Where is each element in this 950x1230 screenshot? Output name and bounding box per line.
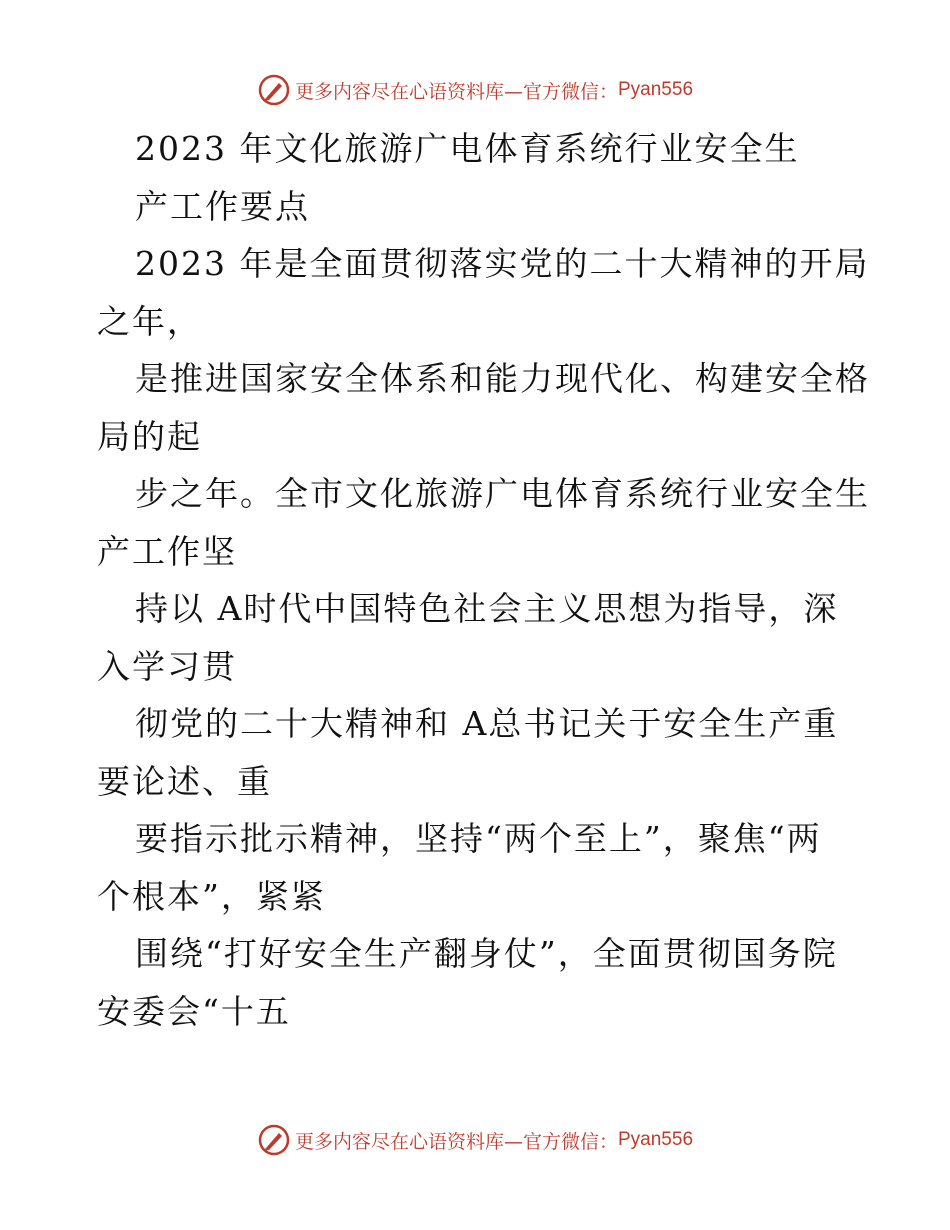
text-line: 要论述、重	[97, 761, 272, 801]
watermark-text: 更多内容尽在心语资料库—官方微信：	[294, 80, 618, 103]
text-line: 产工作坚	[97, 531, 237, 571]
footer-watermark	[0, 1120, 950, 1160]
text-line: 产工作要点	[135, 186, 310, 226]
watermark-wechat-id: Pyan556	[618, 79, 694, 100]
text-line: 要指示批示精神，坚持“两个至上”，聚焦“两	[135, 819, 822, 858]
text-line: 是推进国家安全体系和能力现代化、构建安全格	[135, 359, 870, 398]
text-line: 围绕“打好安全生产翻身仗”，全面贯彻国务院	[135, 934, 838, 973]
pen-logo-icon	[257, 1123, 291, 1157]
text-line: 局的起	[97, 416, 202, 456]
document-body	[97, 120, 870, 1040]
text-line: 步之年。全市文化旅游广电体育系统行业安全生	[135, 474, 870, 513]
text-line: 之年，	[97, 301, 202, 341]
text-line: 2023 年是全面贯彻落实党的二十大精神的开局	[135, 244, 870, 283]
text-line: 持以 A时代中国特色社会主义思想为指导，深	[135, 589, 839, 628]
header-watermark	[0, 70, 950, 110]
pen-logo-icon	[257, 73, 291, 107]
text-line: 入学习贯	[97, 646, 237, 686]
text-line: 彻党的二十大精神和 A总书记关于安全生产重	[135, 704, 839, 743]
text-line: 个根本”，紧紧	[97, 876, 326, 916]
watermark-text: 更多内容尽在心语资料库—官方微信：	[294, 1130, 618, 1153]
text-line: 安委会“十五	[97, 991, 291, 1031]
text-line: 2023 年文化旅游广电体育系统行业安全生	[135, 129, 800, 168]
watermark-wechat-id: Pyan556	[618, 1129, 694, 1150]
